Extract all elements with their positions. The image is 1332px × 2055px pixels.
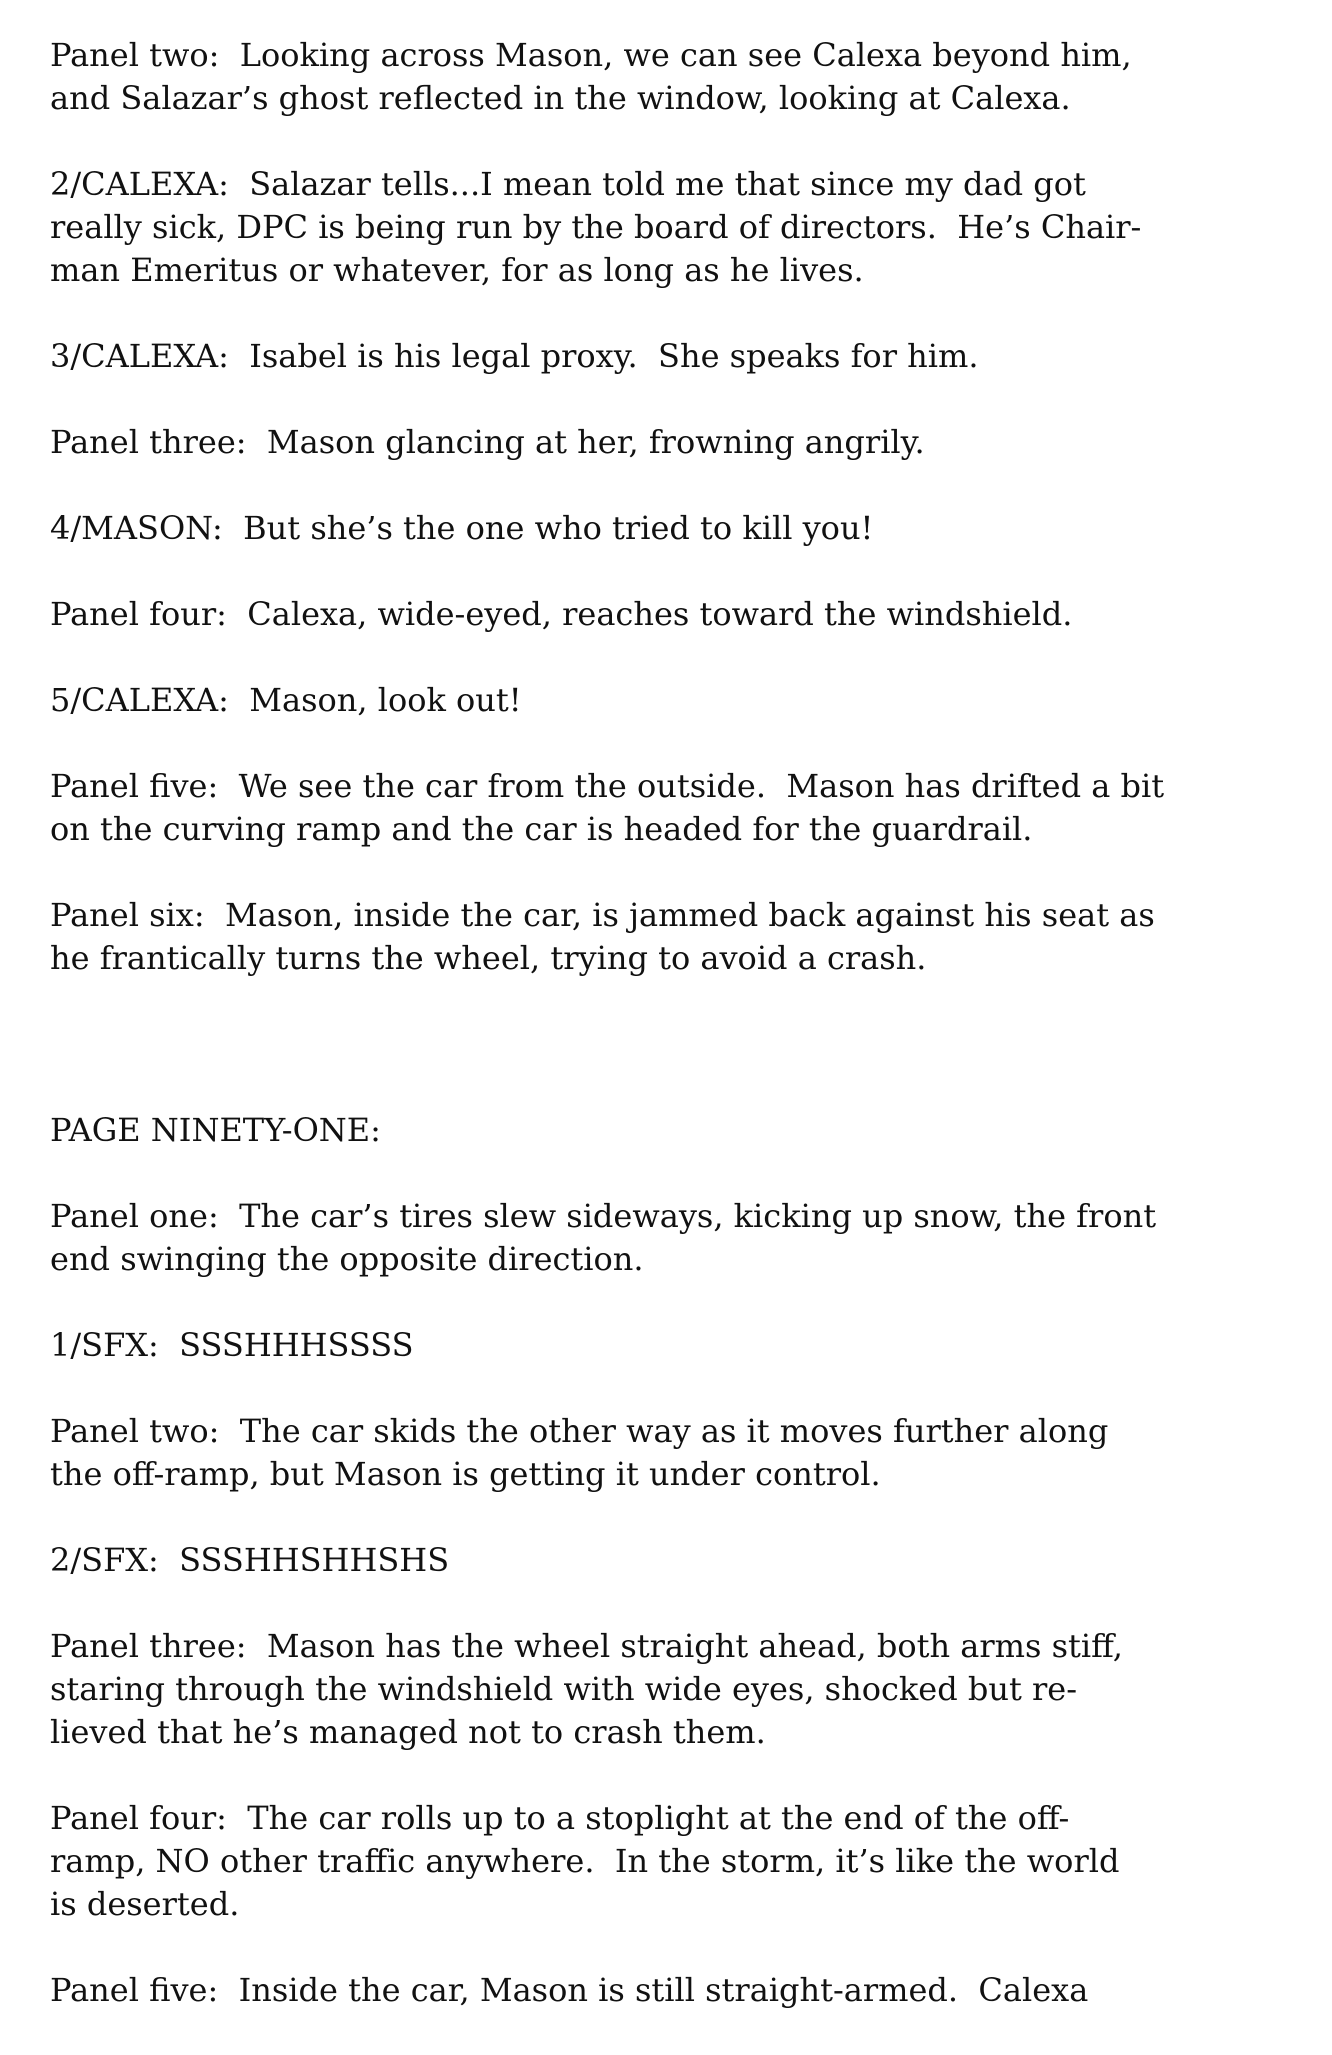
page-heading: PAGE NINETY-ONE: [50,1111,381,1149]
dialogue-line: 2/CALEXA: Salazar tells...I mean told me that since my dad got really sick, DPC is being run by the board of directors. He’s Chair- man Emeritus or whatever, for as long as he lives. [50,165,1142,289]
panel-description: Panel six: Mason, inside the car, is jammed back against his seat as he frantically turns the wheel, trying to avoid a crash. [50,896,1155,977]
panel-description: Panel one: The car’s tires slew sideways, kicking up snow, the front end swinging the opposite direction. [50,1197,1157,1278]
dialogue-line: 3/CALEXA: Isabel is his legal proxy. She speaks for him. [50,337,979,375]
panel-description: Panel four: The car rolls up to a stoplight at the end of the off- ramp, NO other traffic anywhere. In the storm, it’s like the world is deserted. [50,1799,1120,1923]
script-page [50,34,1290,2055]
panel-description: Panel three: Mason glancing at her, frowning angrily. [50,423,925,461]
sound-effect-line: 1/SFX: SSSHHHSSSS [50,1326,414,1364]
sound-effect-line: 2/SFX: SSSHHSHHSHS [50,1541,450,1579]
section-spacer [50,1023,1290,1109]
panel-description: Panel two: Looking across Mason, we can see Calexa beyond him, and Salazar’s ghost reflected in the window, looking at Calexa. [50,36,1132,117]
panel-description: Panel five: We see the car from the outside. Mason has drifted a bit on the curving ramp and the car is headed for the guardrail. [50,767,1165,848]
panel-description: Panel two: The car skids the other way as it moves further along the off-ramp, but Mason is getting it under control. [50,1412,1109,1493]
panel-description: Panel three: Mason has the wheel straight ahead, both arms stiff, staring through the windshield with wide eyes, shocked but re- lieved that he’s managed not to crash them. [50,1627,1123,1751]
panel-description: Panel five: Inside the car, Mason is still straight-armed. Calexa [50,1971,1089,2009]
dialogue-line: 5/CALEXA: Mason, look out! [50,681,522,719]
panel-description: Panel four: Calexa, wide-eyed, reaches toward the windshield. [50,595,1073,633]
dialogue-line: 4/MASON: But she’s the one who tried to kill you! [50,509,874,547]
